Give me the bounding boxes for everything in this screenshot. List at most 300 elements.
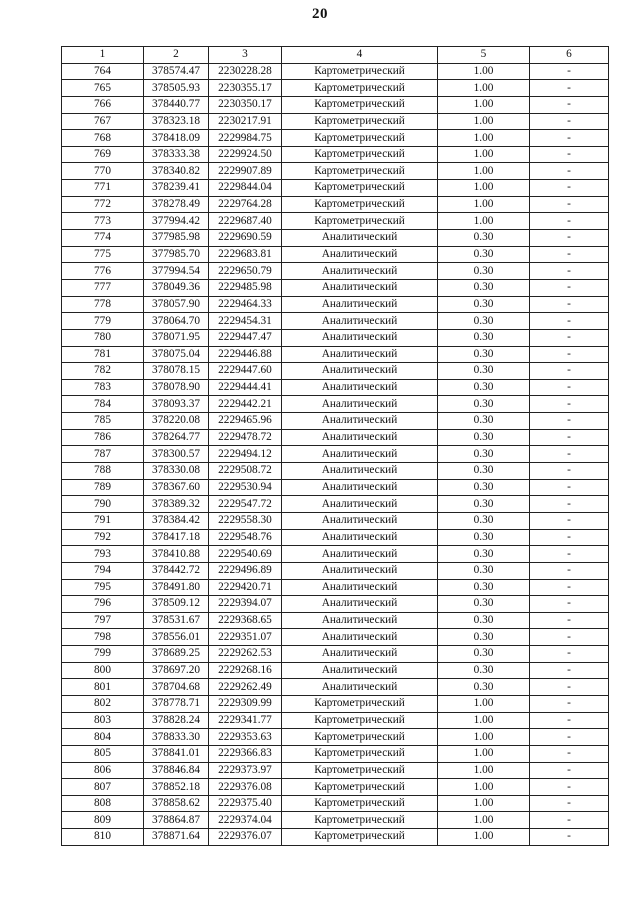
- y-coordinate-cell: 2229442.21: [209, 396, 282, 413]
- y-coordinate-cell: 2229375.40: [209, 795, 282, 812]
- method-cell: Картометрический: [282, 829, 438, 846]
- note-cell: -: [530, 679, 609, 696]
- method-cell: Аналитический: [282, 313, 438, 330]
- point-number-cell: 781: [62, 346, 144, 363]
- x-coordinate-cell: 378323.18: [144, 113, 209, 130]
- accuracy-cell: 1.00: [438, 96, 530, 113]
- accuracy-cell: 1.00: [438, 130, 530, 147]
- point-number-cell: 806: [62, 762, 144, 779]
- accuracy-cell: 0.30: [438, 579, 530, 596]
- accuracy-cell: 0.30: [438, 296, 530, 313]
- point-number-cell: 795: [62, 579, 144, 596]
- point-number-cell: 803: [62, 712, 144, 729]
- x-coordinate-cell: 378442.72: [144, 562, 209, 579]
- accuracy-cell: 0.30: [438, 246, 530, 263]
- method-cell: Картометрический: [282, 146, 438, 163]
- table-row: [62, 529, 609, 546]
- column-header-2: 2: [144, 47, 209, 64]
- note-cell: -: [530, 96, 609, 113]
- note-cell: -: [530, 729, 609, 746]
- table-row: [62, 279, 609, 296]
- x-coordinate-cell: 378417.18: [144, 529, 209, 546]
- table-row: [62, 346, 609, 363]
- y-coordinate-cell: 2229558.30: [209, 512, 282, 529]
- y-coordinate-cell: 2229690.59: [209, 230, 282, 247]
- x-coordinate-cell: 378300.57: [144, 446, 209, 463]
- table-row: [62, 96, 609, 113]
- x-coordinate-cell: 378410.88: [144, 546, 209, 563]
- method-cell: Картометрический: [282, 712, 438, 729]
- accuracy-cell: 0.30: [438, 363, 530, 380]
- point-number-cell: 773: [62, 213, 144, 230]
- method-cell: Аналитический: [282, 579, 438, 596]
- table-row: [62, 379, 609, 396]
- note-cell: -: [530, 413, 609, 430]
- point-number-cell: 808: [62, 795, 144, 812]
- point-number-cell: 782: [62, 363, 144, 380]
- method-cell: Аналитический: [282, 662, 438, 679]
- accuracy-cell: 0.30: [438, 496, 530, 513]
- point-number-cell: 765: [62, 80, 144, 97]
- x-coordinate-cell: 378852.18: [144, 779, 209, 796]
- point-number-cell: 807: [62, 779, 144, 796]
- table-row: [62, 246, 609, 263]
- y-coordinate-cell: 2229351.07: [209, 629, 282, 646]
- y-coordinate-cell: 2229394.07: [209, 596, 282, 613]
- accuracy-cell: 0.30: [438, 346, 530, 363]
- method-cell: Картометрический: [282, 812, 438, 829]
- accuracy-cell: 0.30: [438, 646, 530, 663]
- column-header-5: 5: [438, 47, 530, 64]
- table-row: [62, 429, 609, 446]
- point-number-cell: 767: [62, 113, 144, 130]
- table-row: [62, 313, 609, 330]
- x-coordinate-cell: 378697.20: [144, 662, 209, 679]
- y-coordinate-cell: 2229341.77: [209, 712, 282, 729]
- accuracy-cell: 0.30: [438, 446, 530, 463]
- accuracy-cell: 1.00: [438, 63, 530, 80]
- method-cell: Аналитический: [282, 529, 438, 546]
- table-row: [62, 762, 609, 779]
- accuracy-cell: 1.00: [438, 146, 530, 163]
- point-number-cell: 798: [62, 629, 144, 646]
- y-coordinate-cell: 2229454.31: [209, 313, 282, 330]
- accuracy-cell: 1.00: [438, 180, 530, 197]
- x-coordinate-cell: 378239.41: [144, 180, 209, 197]
- point-number-cell: 774: [62, 230, 144, 247]
- accuracy-cell: 0.30: [438, 279, 530, 296]
- x-coordinate-cell: 378841.01: [144, 745, 209, 762]
- method-cell: Аналитический: [282, 596, 438, 613]
- note-cell: -: [530, 379, 609, 396]
- y-coordinate-cell: 2229687.40: [209, 213, 282, 230]
- table-row: [62, 80, 609, 97]
- x-coordinate-cell: 378064.70: [144, 313, 209, 330]
- method-cell: Аналитический: [282, 429, 438, 446]
- note-cell: -: [530, 279, 609, 296]
- point-number-cell: 777: [62, 279, 144, 296]
- method-cell: Аналитический: [282, 263, 438, 280]
- point-number-cell: 769: [62, 146, 144, 163]
- x-coordinate-cell: 378846.84: [144, 762, 209, 779]
- table-row: [62, 695, 609, 712]
- note-cell: -: [530, 163, 609, 180]
- y-coordinate-cell: 2229446.88: [209, 346, 282, 363]
- point-number-cell: 799: [62, 646, 144, 663]
- note-cell: -: [530, 463, 609, 480]
- note-cell: -: [530, 63, 609, 80]
- point-number-cell: 764: [62, 63, 144, 80]
- table-header-row: [62, 47, 609, 64]
- point-number-cell: 784: [62, 396, 144, 413]
- method-cell: Картометрический: [282, 130, 438, 147]
- table-row: [62, 413, 609, 430]
- x-coordinate-cell: 378057.90: [144, 296, 209, 313]
- x-coordinate-cell: 378689.25: [144, 646, 209, 663]
- accuracy-cell: 0.30: [438, 529, 530, 546]
- x-coordinate-cell: 378330.08: [144, 463, 209, 480]
- point-number-cell: 800: [62, 662, 144, 679]
- y-coordinate-cell: 2229548.76: [209, 529, 282, 546]
- note-cell: -: [530, 396, 609, 413]
- note-cell: -: [530, 579, 609, 596]
- point-number-cell: 785: [62, 413, 144, 430]
- accuracy-cell: 0.30: [438, 413, 530, 430]
- method-cell: Аналитический: [282, 479, 438, 496]
- x-coordinate-cell: 378278.49: [144, 196, 209, 213]
- note-cell: -: [530, 562, 609, 579]
- note-cell: -: [530, 146, 609, 163]
- table-row: [62, 629, 609, 646]
- y-coordinate-cell: 2229464.33: [209, 296, 282, 313]
- note-cell: -: [530, 629, 609, 646]
- accuracy-cell: 0.30: [438, 546, 530, 563]
- note-cell: -: [530, 695, 609, 712]
- accuracy-cell: 1.00: [438, 113, 530, 130]
- y-coordinate-cell: 2229373.97: [209, 762, 282, 779]
- accuracy-cell: 0.30: [438, 629, 530, 646]
- accuracy-cell: 1.00: [438, 213, 530, 230]
- point-number-cell: 809: [62, 812, 144, 829]
- y-coordinate-cell: 2229496.89: [209, 562, 282, 579]
- note-cell: -: [530, 313, 609, 330]
- column-header-6: 6: [530, 47, 609, 64]
- table-row: [62, 496, 609, 513]
- x-coordinate-cell: 378778.71: [144, 695, 209, 712]
- y-coordinate-cell: 2230228.28: [209, 63, 282, 80]
- x-coordinate-cell: 378220.08: [144, 413, 209, 430]
- point-number-cell: 797: [62, 612, 144, 629]
- y-coordinate-cell: 2229494.12: [209, 446, 282, 463]
- table-row: [62, 479, 609, 496]
- table-row: [62, 546, 609, 563]
- column-header-1: 1: [62, 47, 144, 64]
- table-row: [62, 646, 609, 663]
- method-cell: Аналитический: [282, 679, 438, 696]
- accuracy-cell: 0.30: [438, 313, 530, 330]
- method-cell: Аналитический: [282, 379, 438, 396]
- method-cell: Аналитический: [282, 246, 438, 263]
- x-coordinate-cell: 378340.82: [144, 163, 209, 180]
- x-coordinate-cell: 378093.37: [144, 396, 209, 413]
- y-coordinate-cell: 2229547.72: [209, 496, 282, 513]
- accuracy-cell: 0.30: [438, 463, 530, 480]
- point-number-cell: 787: [62, 446, 144, 463]
- method-cell: Аналитический: [282, 546, 438, 563]
- y-coordinate-cell: 2229478.72: [209, 429, 282, 446]
- y-coordinate-cell: 2229374.04: [209, 812, 282, 829]
- method-cell: Аналитический: [282, 629, 438, 646]
- method-cell: Картометрический: [282, 213, 438, 230]
- y-coordinate-cell: 2229924.50: [209, 146, 282, 163]
- method-cell: Аналитический: [282, 612, 438, 629]
- accuracy-cell: 1.00: [438, 762, 530, 779]
- method-cell: Аналитический: [282, 363, 438, 380]
- y-coordinate-cell: 2229540.69: [209, 546, 282, 563]
- x-coordinate-cell: 378333.38: [144, 146, 209, 163]
- note-cell: -: [530, 80, 609, 97]
- y-coordinate-cell: 2229447.60: [209, 363, 282, 380]
- table-row: [62, 662, 609, 679]
- method-cell: Аналитический: [282, 279, 438, 296]
- accuracy-cell: 0.30: [438, 429, 530, 446]
- table-row: [62, 146, 609, 163]
- table-row: [62, 712, 609, 729]
- accuracy-cell: 0.30: [438, 662, 530, 679]
- y-coordinate-cell: 2229683.81: [209, 246, 282, 263]
- method-cell: Картометрический: [282, 745, 438, 762]
- note-cell: -: [530, 429, 609, 446]
- x-coordinate-cell: 377994.54: [144, 263, 209, 280]
- accuracy-cell: 1.00: [438, 712, 530, 729]
- table-row: [62, 829, 609, 846]
- method-cell: Аналитический: [282, 346, 438, 363]
- note-cell: -: [530, 829, 609, 846]
- x-coordinate-cell: 378418.09: [144, 130, 209, 147]
- x-coordinate-cell: 378556.01: [144, 629, 209, 646]
- note-cell: -: [530, 230, 609, 247]
- x-coordinate-cell: 378505.93: [144, 80, 209, 97]
- x-coordinate-cell: 378367.60: [144, 479, 209, 496]
- x-coordinate-cell: 378078.90: [144, 379, 209, 396]
- point-number-cell: 794: [62, 562, 144, 579]
- accuracy-cell: 1.00: [438, 829, 530, 846]
- point-number-cell: 796: [62, 596, 144, 613]
- y-coordinate-cell: 2229268.16: [209, 662, 282, 679]
- accuracy-cell: 1.00: [438, 80, 530, 97]
- y-coordinate-cell: 2229376.07: [209, 829, 282, 846]
- x-coordinate-cell: 378264.77: [144, 429, 209, 446]
- method-cell: Картометрический: [282, 196, 438, 213]
- note-cell: -: [530, 180, 609, 197]
- point-number-cell: 775: [62, 246, 144, 263]
- accuracy-cell: 0.30: [438, 396, 530, 413]
- accuracy-cell: 0.30: [438, 230, 530, 247]
- y-coordinate-cell: 2229262.49: [209, 679, 282, 696]
- y-coordinate-cell: 2229366.83: [209, 745, 282, 762]
- x-coordinate-cell: 378049.36: [144, 279, 209, 296]
- x-coordinate-cell: 378864.87: [144, 812, 209, 829]
- note-cell: -: [530, 546, 609, 563]
- point-number-cell: 790: [62, 496, 144, 513]
- table-body: [62, 63, 609, 845]
- x-coordinate-cell: 378071.95: [144, 329, 209, 346]
- y-coordinate-cell: 2230217.91: [209, 113, 282, 130]
- table-row: [62, 779, 609, 796]
- table-row: [62, 679, 609, 696]
- point-number-cell: 772: [62, 196, 144, 213]
- point-number-cell: 778: [62, 296, 144, 313]
- table-row: [62, 396, 609, 413]
- point-number-cell: 766: [62, 96, 144, 113]
- table-row: [62, 446, 609, 463]
- note-cell: -: [530, 263, 609, 280]
- y-coordinate-cell: 2229465.96: [209, 413, 282, 430]
- accuracy-cell: 0.30: [438, 479, 530, 496]
- y-coordinate-cell: 2229309.99: [209, 695, 282, 712]
- note-cell: -: [530, 346, 609, 363]
- x-coordinate-cell: 378531.67: [144, 612, 209, 629]
- note-cell: -: [530, 363, 609, 380]
- table-row: [62, 296, 609, 313]
- table-row: [62, 63, 609, 80]
- point-number-cell: 793: [62, 546, 144, 563]
- point-number-cell: 776: [62, 263, 144, 280]
- x-coordinate-cell: 378704.68: [144, 679, 209, 696]
- note-cell: -: [530, 795, 609, 812]
- note-cell: -: [530, 762, 609, 779]
- table-row: [62, 263, 609, 280]
- method-cell: Аналитический: [282, 463, 438, 480]
- x-coordinate-cell: 377985.70: [144, 246, 209, 263]
- x-coordinate-cell: 378389.32: [144, 496, 209, 513]
- note-cell: -: [530, 529, 609, 546]
- table-row: [62, 596, 609, 613]
- x-coordinate-cell: 378828.24: [144, 712, 209, 729]
- table-row: [62, 163, 609, 180]
- method-cell: Картометрический: [282, 63, 438, 80]
- accuracy-cell: 1.00: [438, 163, 530, 180]
- note-cell: -: [530, 446, 609, 463]
- accuracy-cell: 0.30: [438, 679, 530, 696]
- point-number-cell: 789: [62, 479, 144, 496]
- accuracy-cell: 1.00: [438, 795, 530, 812]
- note-cell: -: [530, 745, 609, 762]
- table-row: [62, 230, 609, 247]
- y-coordinate-cell: 2229907.89: [209, 163, 282, 180]
- table-row: [62, 512, 609, 529]
- accuracy-cell: 1.00: [438, 695, 530, 712]
- page-number: 20: [312, 6, 328, 22]
- y-coordinate-cell: 2229262.53: [209, 646, 282, 663]
- y-coordinate-cell: 2229844.04: [209, 180, 282, 197]
- table-row: [62, 795, 609, 812]
- point-number-cell: 791: [62, 512, 144, 529]
- y-coordinate-cell: 2229485.98: [209, 279, 282, 296]
- method-cell: Картометрический: [282, 163, 438, 180]
- accuracy-cell: 1.00: [438, 729, 530, 746]
- y-coordinate-cell: 2229368.65: [209, 612, 282, 629]
- method-cell: Аналитический: [282, 329, 438, 346]
- point-number-cell: 779: [62, 313, 144, 330]
- accuracy-cell: 0.30: [438, 562, 530, 579]
- y-coordinate-cell: 2229420.71: [209, 579, 282, 596]
- method-cell: Картометрический: [282, 180, 438, 197]
- table-row: [62, 612, 609, 629]
- accuracy-cell: 1.00: [438, 812, 530, 829]
- method-cell: Аналитический: [282, 562, 438, 579]
- x-coordinate-cell: 378075.04: [144, 346, 209, 363]
- method-cell: Картометрический: [282, 729, 438, 746]
- note-cell: -: [530, 196, 609, 213]
- method-cell: Аналитический: [282, 496, 438, 513]
- point-number-cell: 783: [62, 379, 144, 396]
- accuracy-cell: 0.30: [438, 612, 530, 629]
- table-row: [62, 812, 609, 829]
- x-coordinate-cell: 378871.64: [144, 829, 209, 846]
- table-row: [62, 729, 609, 746]
- method-cell: Картометрический: [282, 80, 438, 97]
- table-row: [62, 130, 609, 147]
- point-number-cell: 770: [62, 163, 144, 180]
- table-row: [62, 562, 609, 579]
- accuracy-cell: 1.00: [438, 745, 530, 762]
- accuracy-cell: 1.00: [438, 196, 530, 213]
- x-coordinate-cell: 378440.77: [144, 96, 209, 113]
- method-cell: Аналитический: [282, 446, 438, 463]
- y-coordinate-cell: 2229376.08: [209, 779, 282, 796]
- point-number-cell: 805: [62, 745, 144, 762]
- point-number-cell: 810: [62, 829, 144, 846]
- x-coordinate-cell: 378833.30: [144, 729, 209, 746]
- point-number-cell: 780: [62, 329, 144, 346]
- column-header-4: 4: [282, 47, 438, 64]
- method-cell: Картометрический: [282, 113, 438, 130]
- method-cell: Картометрический: [282, 762, 438, 779]
- note-cell: -: [530, 479, 609, 496]
- x-coordinate-cell: 377985.98: [144, 230, 209, 247]
- accuracy-cell: 0.30: [438, 263, 530, 280]
- note-cell: -: [530, 329, 609, 346]
- note-cell: -: [530, 130, 609, 147]
- note-cell: -: [530, 512, 609, 529]
- note-cell: -: [530, 596, 609, 613]
- column-header-3: 3: [209, 47, 282, 64]
- y-coordinate-cell: 2229508.72: [209, 463, 282, 480]
- note-cell: -: [530, 213, 609, 230]
- method-cell: Аналитический: [282, 646, 438, 663]
- accuracy-cell: 0.30: [438, 512, 530, 529]
- method-cell: Аналитический: [282, 296, 438, 313]
- point-number-cell: 768: [62, 130, 144, 147]
- method-cell: Картометрический: [282, 779, 438, 796]
- table-row: [62, 463, 609, 480]
- table-row: [62, 329, 609, 346]
- note-cell: -: [530, 812, 609, 829]
- table-row: [62, 745, 609, 762]
- accuracy-cell: 1.00: [438, 779, 530, 796]
- method-cell: Аналитический: [282, 230, 438, 247]
- point-number-cell: 802: [62, 695, 144, 712]
- y-coordinate-cell: 2229530.94: [209, 479, 282, 496]
- method-cell: Аналитический: [282, 413, 438, 430]
- point-number-cell: 786: [62, 429, 144, 446]
- method-cell: Картометрический: [282, 96, 438, 113]
- table-row: [62, 196, 609, 213]
- method-cell: Картометрический: [282, 695, 438, 712]
- x-coordinate-cell: 378384.42: [144, 512, 209, 529]
- coordinates-table: [61, 46, 609, 846]
